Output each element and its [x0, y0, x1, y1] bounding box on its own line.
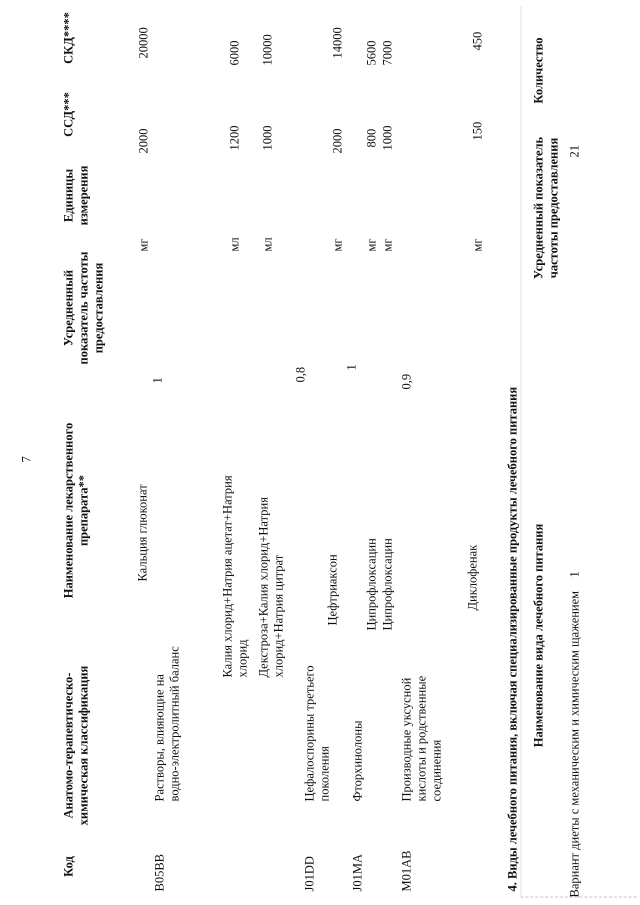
row-skd: 10000	[260, 33, 274, 65]
row-ssd: 1000	[380, 125, 394, 150]
nutrition-row-quantity: 21	[567, 144, 581, 157]
row-code: J01MA	[350, 853, 364, 891]
row-ssd: 1000	[260, 125, 274, 150]
header-skd: СКД****	[61, 11, 75, 64]
row-drug-name: Ципрофлоксацин	[380, 537, 394, 630]
row-code: B05BB	[152, 853, 166, 891]
row-drug-name: Диклофенак	[465, 544, 479, 610]
row-skd: 20000	[136, 26, 150, 58]
row-unit: мл	[227, 236, 241, 251]
row-atc: Производные уксусной кислоты и родственные соединения	[399, 675, 443, 801]
row-code: M01AB	[399, 850, 413, 891]
row-atc: Фторхинолоны	[350, 720, 364, 801]
row-drug-name: Декстроза+Калия хлорид+Натрия хлорид+Натрия цитрат	[256, 496, 285, 677]
header-drug-name: Наименование лекарственного препарата**	[61, 422, 90, 598]
header-unit: Единицы измерения	[61, 165, 90, 225]
header-ssd: ССД***	[61, 91, 75, 137]
row-frequency: 1	[344, 363, 358, 370]
header-nutrition-quantity: Количество	[531, 36, 545, 104]
row-ssd: 800	[364, 128, 378, 147]
row-skd: 450	[470, 31, 484, 50]
row-unit: мг	[364, 237, 378, 251]
row-skd: 6000	[227, 40, 241, 65]
nutrition-section-title: 4. Виды лечебного питания, включая специализированные продукты лечебного питания	[505, 386, 519, 891]
row-ssd: 1200	[227, 125, 241, 150]
row-ssd: 2000	[330, 128, 344, 153]
nutrition-row-frequency: 1	[567, 570, 581, 577]
row-ssd: 150	[470, 121, 484, 140]
header-code: Код	[61, 855, 75, 877]
row-atc: Растворы, влияющие на водно-электролитный баланс	[152, 645, 181, 801]
nutrition-row-name: Вариант диеты с механическим и химическим щажением	[567, 590, 581, 897]
row-drug-name: Цефтриаксон	[325, 553, 339, 625]
row-drug-name: Кальция глюконат	[135, 483, 149, 581]
row-ssd: 2000	[136, 128, 150, 153]
header-nutrition-name: Наименование вида лечебного питания	[531, 523, 545, 747]
header-atc: Анатомо-терапевтическо-химическая классификация	[61, 665, 90, 825]
row-frequency: 1	[150, 376, 164, 383]
row-unit: мг	[330, 237, 344, 251]
page-number: 7	[19, 455, 33, 462]
row-frequency: 0,8	[293, 366, 307, 382]
row-skd: 5600	[364, 40, 378, 65]
row-frequency: 0,9	[399, 373, 413, 389]
header-nutrition-frequency: Усредненный показатель частоты предоставления	[531, 136, 560, 279]
row-unit: мг	[380, 237, 394, 251]
row-skd: 7000	[380, 40, 394, 65]
row-unit: мл	[260, 236, 274, 251]
row-atc: Цефалоспорины третьего поколения	[302, 664, 331, 801]
row-drug-name: Ципрофлоксацин	[364, 537, 378, 630]
row-skd: 14000	[330, 26, 344, 58]
row-unit: мг	[136, 237, 150, 251]
header-frequency: Усредненный показатель частоты предоставления	[61, 251, 105, 364]
row-code: J01DD	[302, 855, 316, 891]
row-drug-name: Калия хлорид+Натрия ацетат+Натрия хлорид	[220, 474, 249, 677]
row-unit: мг	[470, 237, 484, 251]
